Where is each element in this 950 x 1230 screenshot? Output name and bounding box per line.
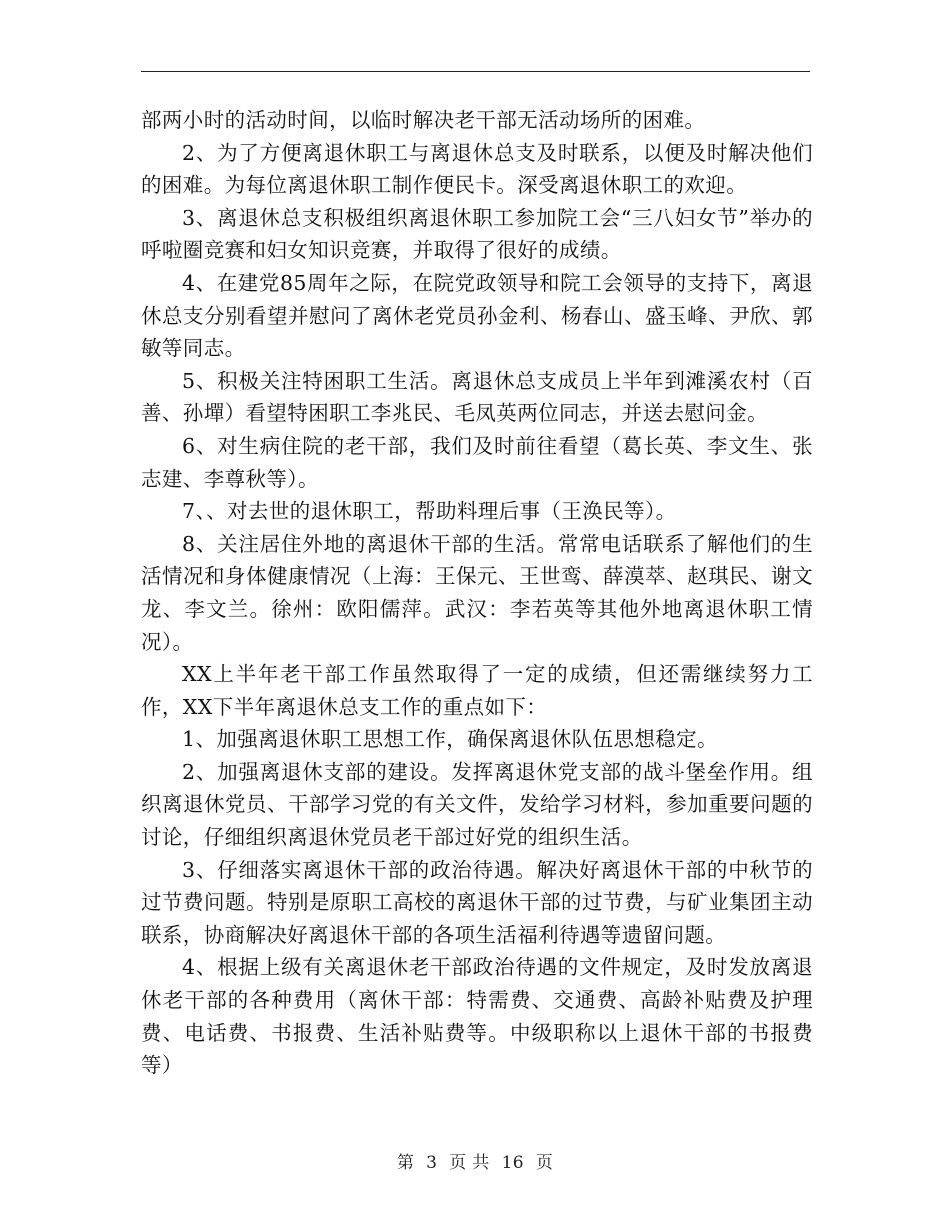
page-footer — [0, 1148, 950, 1173]
current-page-number: 3 — [426, 1153, 438, 1173]
paragraph: 2、为了方便离退休职工与离退休总支及时联系，以便及时解决他们的困难。为每位离退休职工制作便民卡。深受离退休职工的欢迎。 — [141, 140, 813, 198]
document-body — [141, 104, 813, 1082]
paragraph: 部两小时的活动时间，以临时解决老干部无活动场所的困难。 — [141, 108, 706, 132]
paragraph: 2、加强离退休支部的建设。发挥离退休党支部的战斗堡垒作用。组织离退休党员、干部学习党的有关文件，发给学习材料，参加重要问题的讨论，仔细组织离退休党员老干部过好党的组织生活。 — [141, 759, 813, 850]
paragraph: 8、关注居住外地的离退休干部的生活。常常电话联系了解他们的生活情况和身体健康情况（上海：王保元、王世鸾、薛漠萃、赵琪民、谢文龙、李文兰。徐州：欧阳儒萍。武汉：李若英等其他外地离退休职工情况）。 — [141, 531, 813, 654]
paragraph: XX上半年老干部工作虽然取得了一定的成绩，但还需继续努力工作，XX下半年离退休总支工作的重点如下： — [141, 662, 813, 719]
page-label-mid: 页 共 — [449, 1153, 490, 1173]
paragraph: 7、、对去世的退休职工，帮助料理后事（王涣民等）。 — [182, 499, 677, 524]
page-label-suffix: 页 — [535, 1153, 554, 1173]
paragraph: 4、根据上级有关离退休老干部政治待遇的文件规定，及时发放离退休老干部的各种费用（离休干部：特需费、交通费、高龄补贴费及护理费、电话费、书报费、生活补贴费等。中级职称以上退休干部的书报费等） — [141, 955, 813, 1078]
page-label-prefix: 第 — [396, 1153, 415, 1173]
paragraph: 3、离退休总支积极组织离退休职工参加院工会“三八妇女节”举办的呼啦圈竞赛和妇女知识竞赛，并取得了很好的成绩。 — [141, 205, 813, 263]
paragraph: 1、加强离退休职工思想工作，确保离退休队伍思想稳定。 — [182, 727, 718, 752]
paragraph: 5、积极关注特困职工生活。离退休总支成员上半年到滩溪农村（百善、孙墠）看望特困职工李兆民、毛凤英两位同志，并送去慰问金。 — [141, 368, 813, 426]
total-pages-number: 16 — [501, 1153, 524, 1173]
header-rule — [141, 71, 810, 72]
paragraph: 3、仔细落实离退休干部的政治待遇。解决好离退休干部的中秋节的过节费问题。特别是原职工高校的离退休干部的过节费，与矿业集团主动联系，协商解决好离退休干部的各项生活福利待遇等遗留问题。 — [141, 857, 813, 947]
paragraph: 4、在建党85周年之际，在院党政领导和院工会领导的支持下，离退休总支分别看望并慰问了离休老党员孙金利、杨春山、盛玉峰、尹欣、郭敏等同志。 — [141, 270, 813, 361]
paragraph: 6、对生病住院的老干部，我们及时前往看望（葛长英、李文生、张志建、李尊秋等）。 — [141, 433, 813, 491]
